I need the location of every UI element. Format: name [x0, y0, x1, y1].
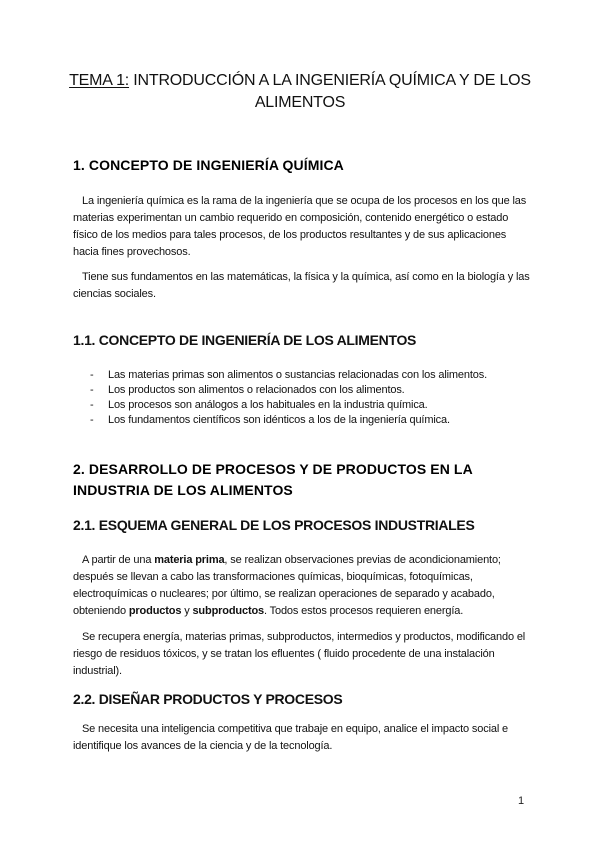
list-item — [73, 368, 533, 383]
bold-term-byproducts: subproductos — [192, 605, 265, 617]
bold-term-products: productos — [128, 605, 182, 617]
paragraph-text: La ingeniería química es la rama de la ingeniería que se ocupa de los procesos en los que las materias experimentan un cambio requerido en composición, contenido energético o estado físico de los medios para tales procesos, de los productos resultantes y de sus aplicaciones hacia fines provechosos. — [73, 195, 527, 258]
section-heading-2-2: 2.2. DISEÑAR PRODUCTOS Y PROCESOS — [73, 691, 343, 707]
title-prefix: TEMA 1: — [69, 72, 130, 89]
paragraph-text: Se recupera energía, materias primas, subproductos, intermedios y productos, modificando el riesgo de residuos tóxicos, y se tratan los efluentes ( fluido procedente de una instalación industrial). — [73, 631, 526, 677]
paragraph-definition — [73, 193, 533, 261]
dash-bullet-icon: - — [90, 384, 94, 396]
paragraph-process-scheme — [73, 552, 533, 620]
list-item — [73, 383, 533, 398]
paragraph-text: Tiene sus fundamentos en las matemáticas, la física y la química, así como en la biología y las ciencias sociales. — [73, 271, 530, 300]
dash-bullet-icon: - — [90, 369, 94, 381]
title-text: INTRODUCCIÓN A LA INGENIERÍA QUÍMICA Y DE LOS ALIMENTOS — [129, 72, 531, 111]
paragraph-fundamentals — [73, 269, 533, 303]
paragraph-design — [73, 721, 533, 755]
list-item-text: Los procesos son análogos a los habituales en la industria química. — [108, 399, 428, 411]
section-heading-1-1: 1.1. CONCEPTO DE INGENIERÍA DE LOS ALIMENTOS — [73, 332, 417, 348]
dash-bullet-icon: - — [90, 399, 94, 411]
section-heading-2: 2. DESARROLLO DE PROCESOS Y DE PRODUCTOS EN LA INDUSTRIA DE LOS ALIMENTOS — [73, 461, 473, 498]
page-number: 1 — [518, 795, 525, 807]
paragraph-text: , se realizan observaciones previas de acondicionamiento; después se llevan a cabo las transformaciones químicas, bioquímicas, fotoquímicas, electroquímicas o nucleares; por último, se realizan operaciones de separado y acabado, obteniendo — [73, 554, 501, 617]
bold-term-raw-material: materia prima — [154, 554, 225, 566]
list-item-text: Los fundamentos científicos son idénticos a los de la ingeniería química. — [108, 414, 450, 426]
dash-bullet-icon: - — [90, 414, 94, 426]
document-title — [60, 70, 540, 114]
section-heading-1: 1. CONCEPTO DE INGENIERÍA QUÍMICA — [73, 157, 344, 173]
section-heading-2-1: 2.1. ESQUEMA GENERAL DE LOS PROCESOS INDUSTRIALES — [73, 517, 475, 533]
paragraph-recovery — [73, 629, 533, 680]
list-item — [73, 413, 533, 428]
list-item-text: Las materias primas son alimentos o sustancias relacionadas con los alimentos. — [108, 369, 487, 381]
paragraph-text: A partir de una — [82, 554, 155, 566]
paragraph-text: y — [181, 605, 193, 617]
paragraph-text: Se necesita una inteligencia competitiva que trabaje en equipo, analice el impacto social e identifique los avances de la ciencia y de la tecnología. — [73, 723, 509, 752]
list-item-text: Los productos son alimentos o relacionados con los alimentos. — [108, 384, 405, 396]
paragraph-text: . Todos estos procesos requieren energía. — [264, 605, 464, 617]
food-engineering-list — [73, 368, 533, 428]
list-item — [73, 398, 533, 413]
